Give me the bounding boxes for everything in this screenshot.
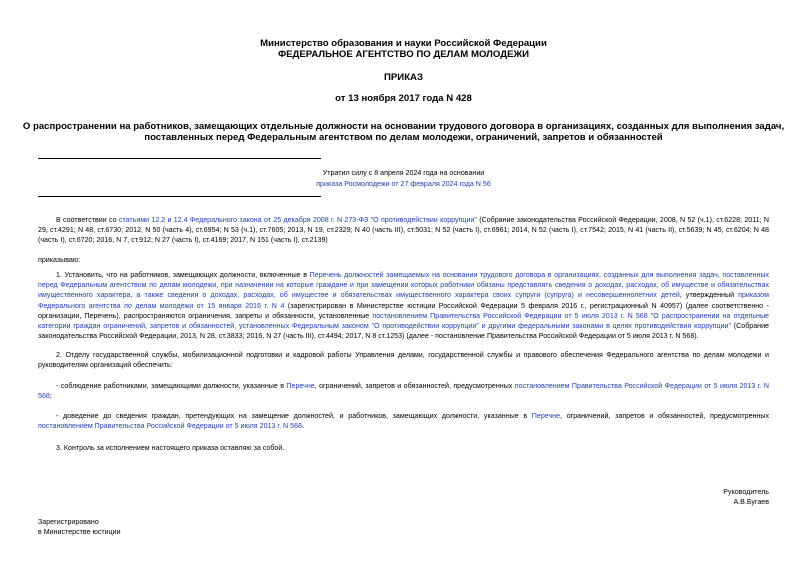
b2-text-3: . — [301, 422, 304, 431]
b1-text-3: ; — [49, 392, 52, 401]
paragraph-2: 2. Отделу государственной службы, мобилизационной подготовки и кадровой работы Управления делами, государственной службы и правового обеспечения Федерального агентства по делам молодежи и руководителям организаций обеспечить: — [38, 351, 769, 370]
b1-text-1: - соблюдение работниками, замещающими должности, указанные в — [56, 382, 287, 390]
paragraph-3: 3. Контроль за исполнением настоящего приказа оставляю за собой. — [56, 444, 285, 452]
repeal-order-link[interactable]: приказа Росмолодежи от 27 февраля 2024 года N 56 — [316, 180, 491, 188]
registration-line-1: Зарегистрировано — [38, 518, 99, 526]
p1-text-4: (Собрание законодательства Российской Федерации, 2013, N 28, ст.3833; 2016, N 27 (часть III), ст.4494; 2017, N 8 ст.1253) (далее - постановление Правительства Российской Федерации от 5 июля 2013 г. N 568). — [38, 322, 769, 341]
b1-text-2: , ограничений, запретов и обязанностей, предусмотренных — [314, 382, 515, 390]
divider-bottom — [38, 196, 321, 197]
b2-resolution-link[interactable]: постановлением Правительства Российской Федерации от 5 июля 2013 г. N 568 — [38, 422, 302, 431]
bullet-2 — [38, 411, 769, 431]
ministry-name: Министерство образования и науки Российской Федерации — [260, 38, 547, 49]
document-title-line-1: О распространении на работников, замещающих отдельные должности на основании трудового договора в организациях, созданных для выполнения задач, — [22, 121, 785, 132]
signature-position: Руководитель — [723, 488, 769, 496]
status-link-row — [0, 179, 807, 189]
positions-list-link[interactable]: Перечень должностей замещаемых на основании трудового договора в организациях, созданных для выполнения задач, поставленных перед Федеральным агентством по делам молодежи, при назначении на которые граждане и при замещении которых работники обязаны представлять сведения о доходах, расходах, об имуществе и обязательствах имущественного характера, а также сведения о доходах, расходах, об имуществе и обязательствах имущественного характера своих супруги (супруга) и несовершеннолетних детей — [38, 271, 770, 300]
law-273fz-link[interactable]: статьями 12.2 и 12.4 Федерального закона от 25 декабря 2008 г. N 273-ФЗ "О противодействии коррупции" — [118, 216, 477, 224]
b1-resolution-link[interactable]: постановлением Правительства Российской Федерации от 5 июля 2013 г. N 568 — [38, 382, 769, 401]
p1-text-2: , утвержденный — [679, 291, 739, 300]
document-type: ПРИКАЗ — [384, 72, 423, 83]
b2-text-2: , ограничений, запретов и обязанностей, предусмотренных — [560, 412, 769, 420]
registration-line-2: в Министерстве юстиции — [38, 528, 121, 536]
bullet-1 — [38, 381, 769, 401]
preamble-text-1: В соответствии со — [56, 216, 119, 224]
preamble-paragraph — [38, 215, 769, 246]
order-n4-link[interactable]: приказом Федерального агентства по делам молодежи от 15 января 2016 г. N 4 — [38, 291, 770, 310]
document-date: от 13 ноября 2017 года N 428 — [335, 93, 472, 104]
divider-top — [38, 158, 321, 159]
signature-name: А.В.Бугаев — [733, 498, 769, 506]
resolution-568-link[interactable]: постановлением Правительства Российской Федерации от 5 июля 2013 г. N 568 "О распространении на отдельные категории граждан ограничений, запретов и обязанностей, установленных Федеральным законом "О противодействии коррупции" и другими федеральными законами в целях противодействия коррупции" — [38, 311, 769, 331]
p1-text-3: (зарегистрирован в Министерстве юстиции Российской Федерации 5 февраля 2016 г., регистрационный N 40957) (далее соответственно - организации, Перечень), распространяются ограничения, запреты и обязанности, установленные — [38, 301, 769, 320]
b2-text-1: - доведение до сведения граждан, претендующих на замещение должностей, и работников, замещающих должности, указанные в — [56, 412, 532, 420]
order-word: приказываю: — [38, 256, 81, 264]
b1-list-link[interactable]: Перечне — [286, 382, 315, 390]
status-line: Утратил силу с 8 апреля 2024 года на основании — [322, 169, 485, 177]
b2-list-link[interactable]: Перечне — [531, 412, 561, 420]
paragraph-1 — [38, 270, 769, 341]
p1-text-1: 1. Установить, что на работников, замещающих должности, включенные в — [56, 271, 310, 279]
agency-name: ФЕДЕРАЛЬНОЕ АГЕНТСТВО ПО ДЕЛАМ МОЛОДЕЖИ — [277, 49, 530, 60]
document-title-line-2: поставленных перед Федеральным агентством по делам молодежи, ограничений, запретов и обязанностей — [144, 132, 663, 143]
preamble-text-2: (Собрание законодательства Российской Федерации, 2008, N 52 (ч.1), ст.6228; 2011; N 29, ст.4291; N 48, ст.6730; 2012, N 50 (часть 4), ст.6954; N 53 (ч.1), ст.7605; 2013, N 19, ст.2329; N 40 (часть III), ст.5031; N 52 (часть I), ст.6961; 2014, N 52 (часть I), ст.7542; 2015, N 41 (часть II), ст.5639; N 45, ст.6204; N 48 (часть I), ст.6720; 2016, N 7, ст.912; N 27 (часть I), ст.4169; 2017, N 151 (часть I), ст.2139) — [38, 216, 769, 245]
